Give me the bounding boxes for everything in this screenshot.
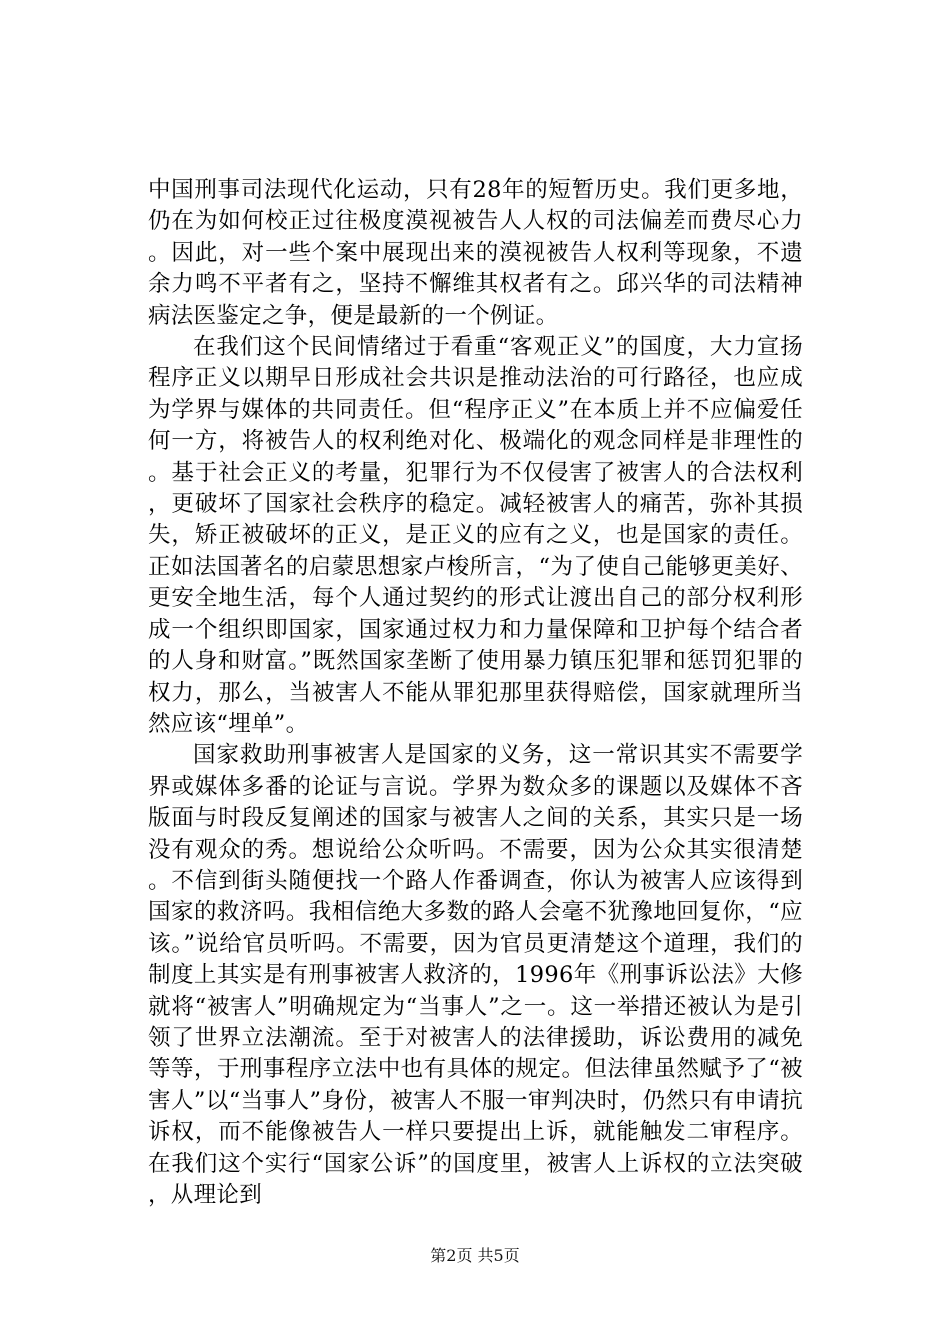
paragraph-3: 国家救助刑事被害人是国家的义务，这一常识其实不需要学界或媒体多番的论证与言说。学界为数众多的课题以及媒体不吝版面与时段反复阐述的国家与被害人之间的关系，其实只是一场没有观众的秀。想说给公众听吗。不需要，因为公众其实很清楚。不信到街头随便找一个路人作番调查，你认为被害人应该得到国家的救济吗。我相信绝大多数的路人会毫不犹豫地回复你，“应该。”说给官员听吗。不需要，因为官员更清楚这个道理，我们的制度上其实是有刑事被害人救济的，1996年《刑事诉讼法》大修就将“被害人”明确规定为“当事人”之一。这一举措还被认为是引领了世界立法潮流。至于对被害人的法律援助，诉讼费用的减免等等，于刑事程序立法中也有具体的规定。但法律虽然赋予了“被害人”以“当事人”身份，被害人不服一审判决时，仍然只有申请抗诉权，而不能像被告人一样只要提出上诉，就能触发二审程序。在我们这个实行“国家公诉”的国度里，被害人上诉权的立法突破，从理论到 [148,742,803,1208]
paragraph-1: 中国刑事司法现代化运动，只有28年的短暂历史。我们更多地，仍在为如何校正过往极度漠视被告人人权的司法偏差而费尽心力。因此，对一些个案中展现出来的漠视被告人权利等现象，不遗余力鸣不平者有之，坚持不懈维其权者有之。邱兴华的司法精神病法医鉴定之争，便是最新的一个例证。 [148,177,803,329]
document-body [148,175,803,1211]
page-number-footer: 第2页 共5页 [430,1246,520,1265]
paragraph-2: 在我们这个民间情绪过于看重“客观正义”的国度，大力宣扬程序正义以期早日形成社会共识是推动法治的可行路径，也应成为学界与媒体的共同责任。但“程序正义”在本质上并不应偏爱任何一方，将被告人的权利绝对化、极端化的观念同样是非理性的。基于社会正义的考量，犯罪行为不仅侵害了被害人的合法权利，更破坏了国家社会秩序的稳定。减轻被害人的痛苦，弥补其损失，矫正被破坏的正义，是正义的应有之义，也是国家的责任。正如法国著名的启蒙思想家卢梭所言，“为了使自己能够更美好、更安全地生活，每个人通过契约的形式让渡出自己的部分权利形成一个组织即国家，国家通过权力和力量保障和卫护每个结合者的人身和财富。”既然国家垄断了使用暴力镇压犯罪和惩罚犯罪的权力，那么，当被害人不能从罪犯那里获得赔偿，国家就理所当然应该“埋单”。 [148,334,803,737]
